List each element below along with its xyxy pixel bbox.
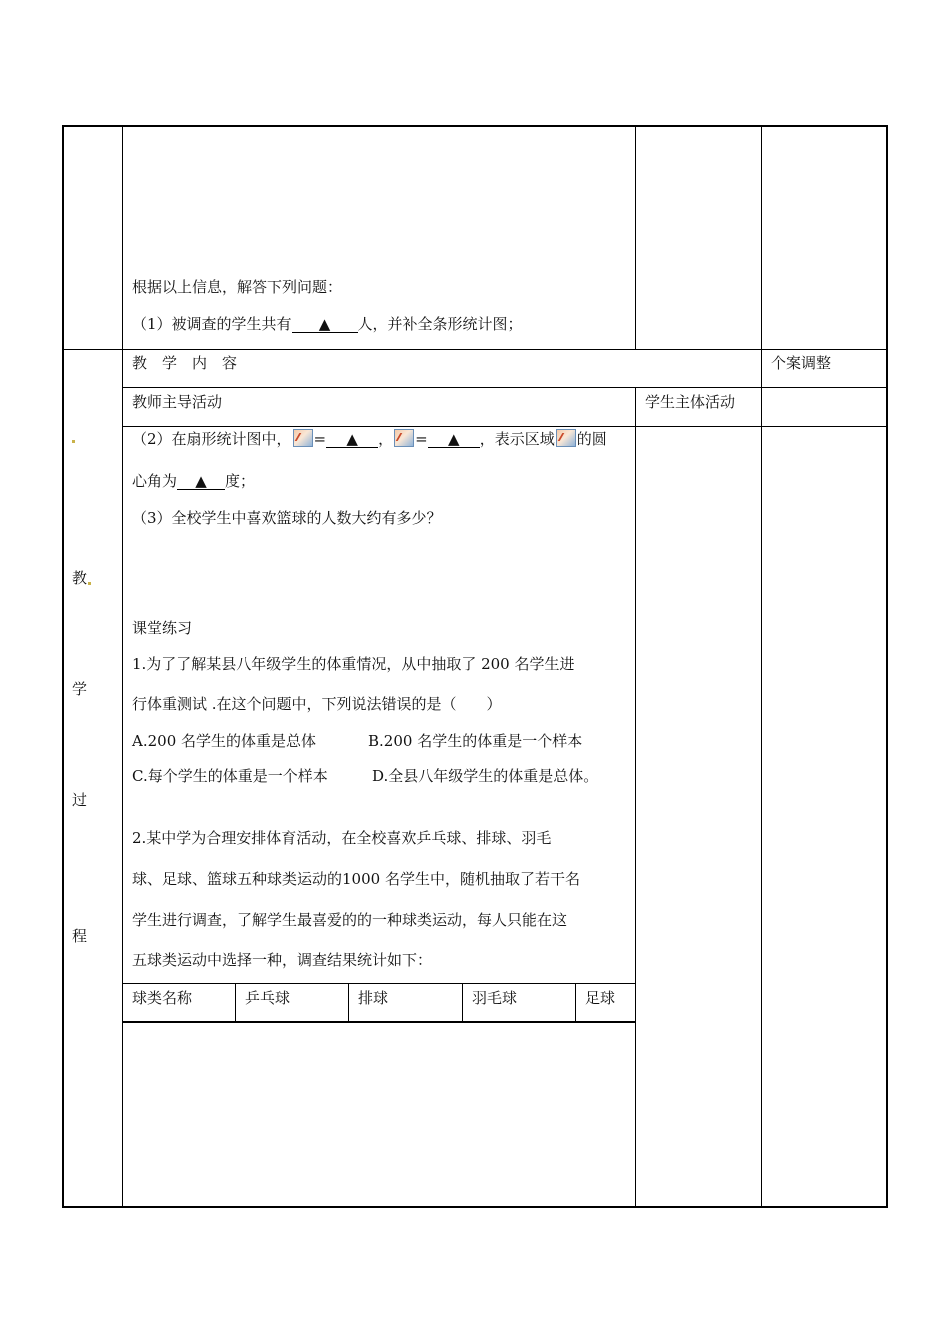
answer-blank: ▲ xyxy=(428,431,480,448)
inner-table-top xyxy=(122,983,636,984)
question-2-line-1: （2）在扇形统计图中， = ▲ ， = ▲ ，表示区域 的圆 xyxy=(132,430,607,448)
row-line-3 xyxy=(122,426,888,427)
practice-1-line-2: 行体重测试 .在这个问题中，下列说法错误的是（ ） xyxy=(132,695,502,713)
table-header-cell: 球类名称 xyxy=(132,989,193,1007)
region-c-image-icon xyxy=(556,429,576,447)
practice-1-line-1: 1.为了了解某县八年级学生的体重情况，从中抽取了 200 名学生进 xyxy=(132,655,575,673)
practice-2-line-1: 2.某中学为合理安排体育活动，在全校喜欢乒乓球、排球、羽毛 xyxy=(132,829,552,847)
q1-before: （1）被调查的学生共有 xyxy=(132,315,292,333)
region-b-image-icon xyxy=(394,429,414,447)
row-line-1 xyxy=(62,349,888,350)
question-3: （3）全校学生中喜欢篮球的人数大约有多少？ xyxy=(132,509,442,527)
side-label-char-4: 程 xyxy=(72,927,88,945)
mark-dot xyxy=(88,582,91,585)
inner-table-col xyxy=(348,983,349,1022)
inner-table-bottom xyxy=(122,1021,636,1023)
divider-col1 xyxy=(122,125,123,1208)
option-b: B.200 名学生的体重是一个样本 xyxy=(368,732,583,750)
practice-2-line-2: 球、足球、篮球五种球类运动的1000 名学生中，随机抽取了若干名 xyxy=(132,870,580,888)
content-label: 教 学 内 容 xyxy=(132,354,238,372)
question-2-line-2: 心角为 ▲ 度； xyxy=(132,472,256,490)
practice-2-line-3: 学生进行调查，了解学生最喜爱的的一种球类运动，每人只能在这 xyxy=(132,911,568,929)
inner-table-col xyxy=(235,983,236,1022)
table-header-cell: 足球 xyxy=(585,989,616,1007)
option-a: A.200 名学生的体重是总体 xyxy=(132,732,316,750)
answer-blank: ▲ xyxy=(177,473,225,490)
border-left xyxy=(62,125,64,1208)
option-d: D.全县八年级学生的体重是总体。 xyxy=(372,767,599,785)
case-adjust-label: 个案调整 xyxy=(771,354,832,372)
border-bottom xyxy=(62,1206,888,1208)
row-line-2 xyxy=(122,387,888,388)
teacher-activity-label: 教师主导活动 xyxy=(132,393,223,411)
border-right xyxy=(886,125,888,1208)
divider-col2-bottom xyxy=(635,387,636,1208)
option-c: C.每个学生的体重是一个样本 xyxy=(132,767,328,785)
side-label-char-3: 过 xyxy=(72,791,88,809)
practice-heading: 课堂练习 xyxy=(132,619,193,637)
divider-col2-top xyxy=(635,125,636,349)
intro-text: 根据以上信息，解答下列问题： xyxy=(132,278,343,296)
inner-table-col xyxy=(462,983,463,1022)
inner-table-col xyxy=(575,983,576,1022)
table-header-cell: 羽毛球 xyxy=(472,989,518,1007)
border-top xyxy=(62,125,888,127)
student-activity-label: 学生主体活动 xyxy=(645,393,736,411)
question-1 xyxy=(132,314,523,334)
table-header-cell: 乒乓球 xyxy=(245,989,291,1007)
q1-after: 人，并补全条形统计图； xyxy=(357,315,523,333)
side-label-char-1: 教 xyxy=(72,569,88,587)
divider-col3 xyxy=(761,125,762,1208)
region-a-image-icon xyxy=(293,429,313,447)
q1-answer-blank: ▲ xyxy=(292,316,358,333)
table-header-cell: 排球 xyxy=(358,989,389,1007)
side-label-char-2: 学 xyxy=(72,680,88,698)
mark-dot xyxy=(72,440,75,443)
answer-blank: ▲ xyxy=(326,431,378,448)
practice-2-line-4: 五球类运动中选择一种，调查结果统计如下： xyxy=(132,951,433,969)
